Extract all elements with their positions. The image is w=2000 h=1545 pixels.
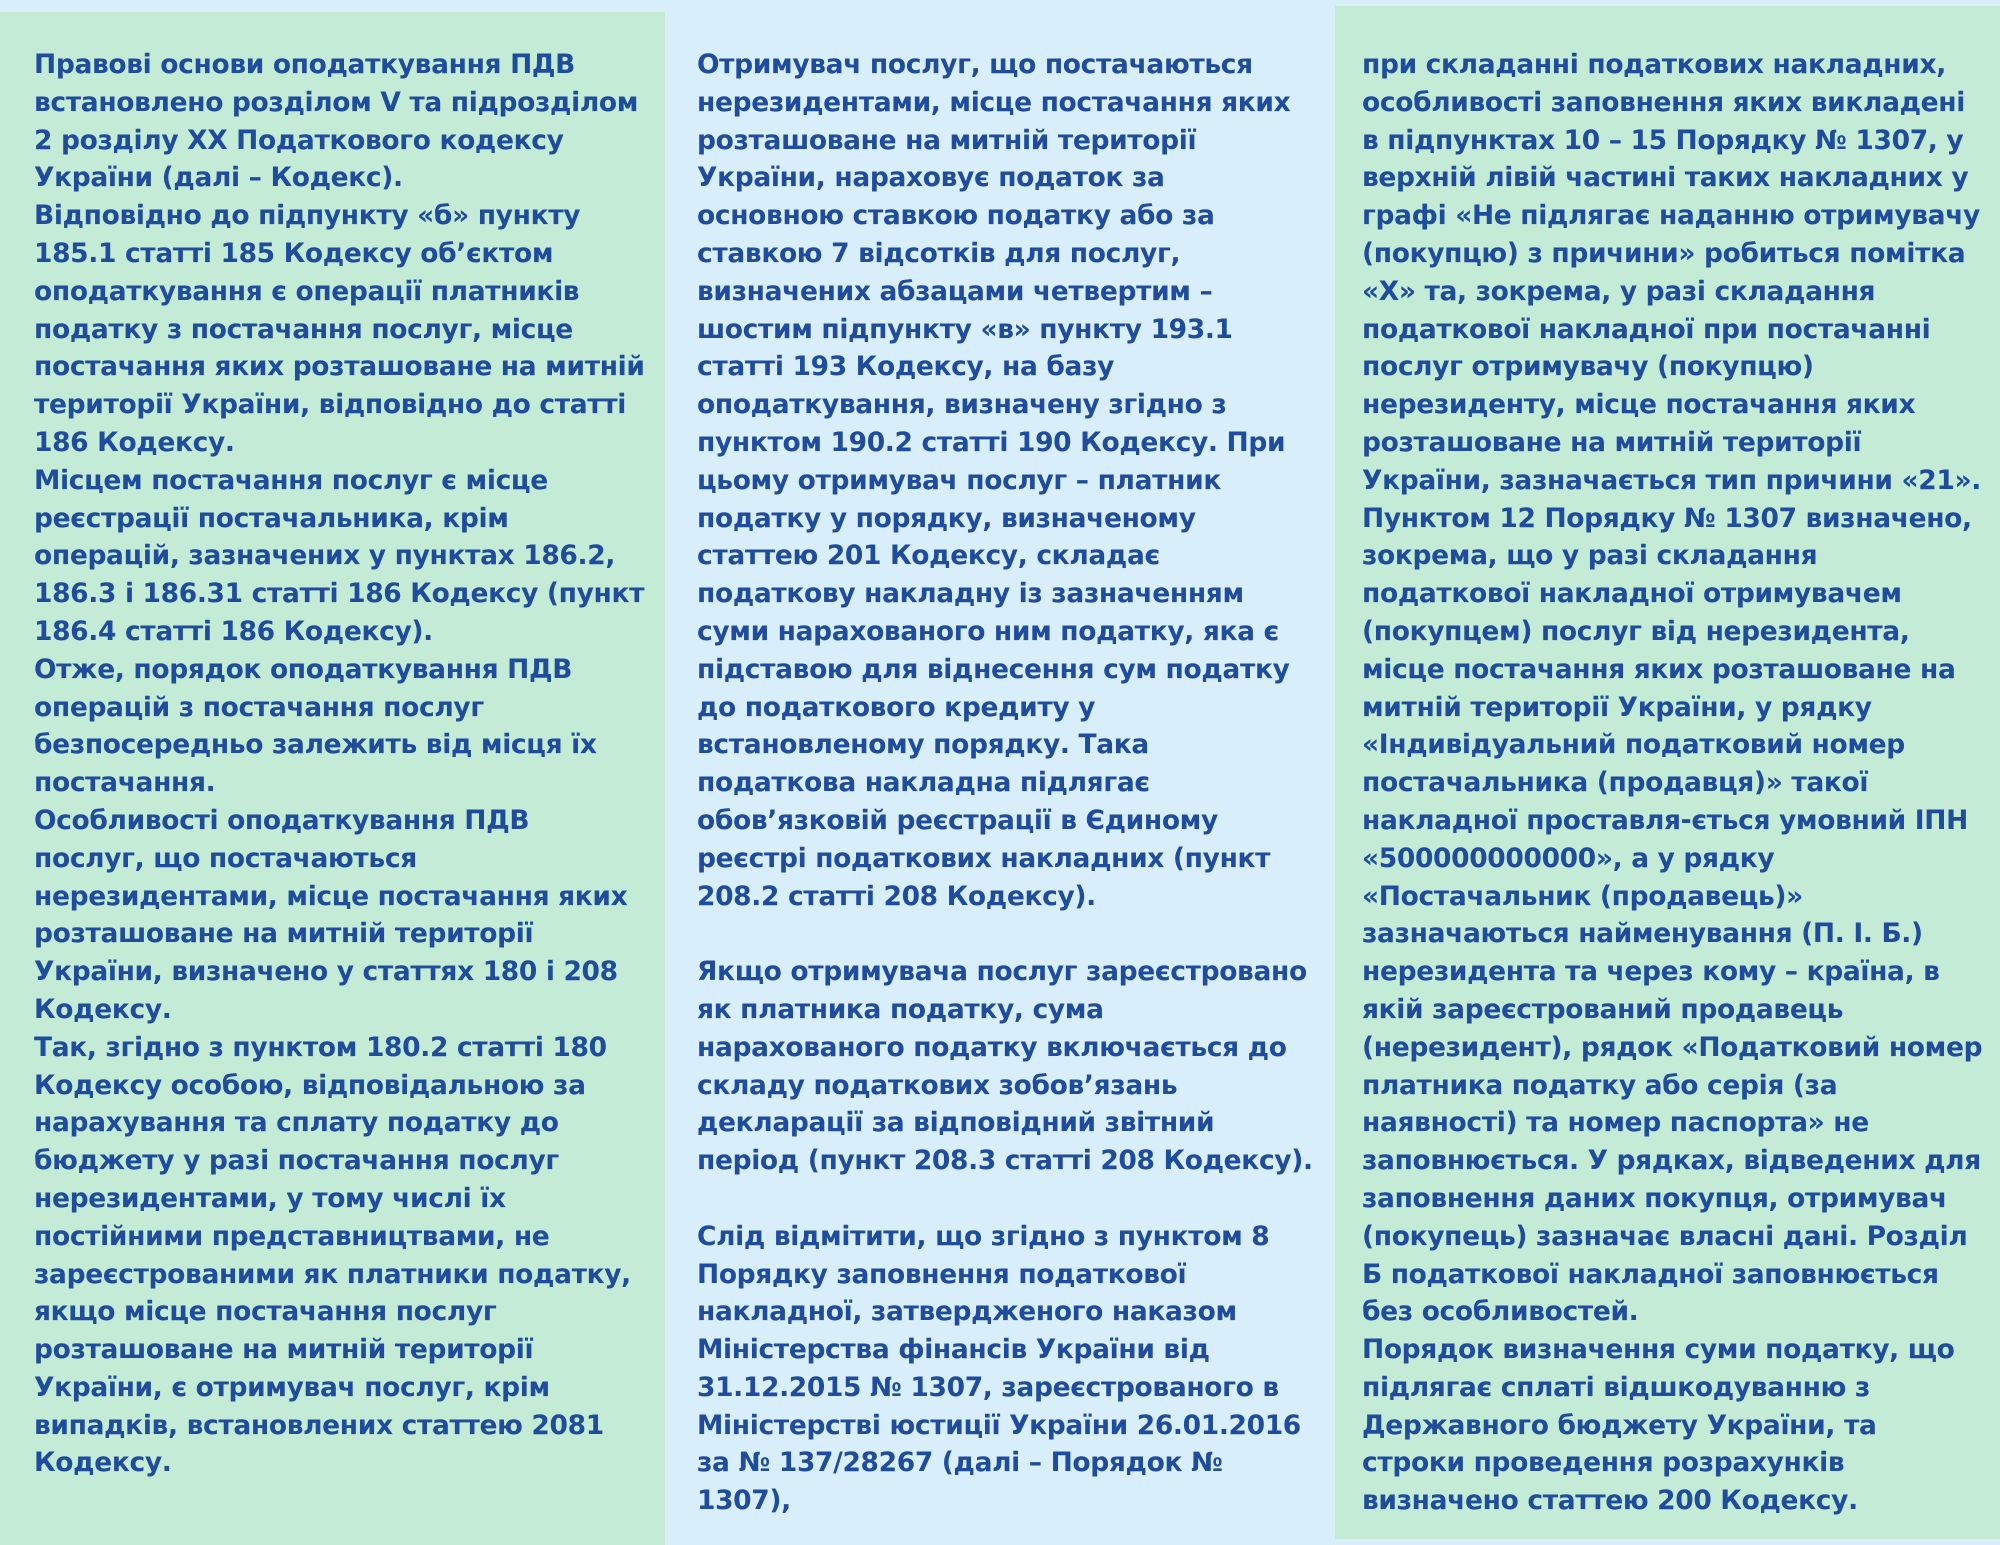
- paragraph: Якщо отримувача послуг зареєстровано як платника податку, сума нарахованого податку включається до складу податкових зобов’язань декларації за відповідний звітний період (пункт 208.3 статті 208 Кодексу).: [697, 956, 1313, 1177]
- paragraph: Відповідно до підпункту «б» пункту 185.1 статті 185 Кодексу об’єктом оподаткування є операції платників податку з постачання послуг, місце постачання яких розташоване на митній території України, відповідно до статті 186 Кодексу.: [34, 200, 645, 458]
- right-column: [1335, 6, 2000, 1539]
- paragraph: Пунктом 12 Порядку № 1307 визначено, зокрема, що у разі складання податкової накладної отримувачем (покупцем) послуг від нерезидента, місце постачання яких розташоване на митній території України, у рядку «Індивідуальний податковий номер постачальника (продавця)» такої накладної проставля-ється умовний ІПН «500000000000», а у рядку «Постачальник (продавець)» зазначаються найменування (П. І. Б.) нерезидента та через кому – країна, в якій зареєстрований продавець (нерезидент), рядок «Податковий номер платника податку або серія (за наявності) та номер паспорта» не заповнюється. У рядках, відведених для заповнення даних покупця, отримувач (покупець) зазначає власні дані. Розділ Б податкової накладної заповнюється без особливостей.: [1362, 502, 1983, 1328]
- paragraph: Так, згідно з пунктом 180.2 статті 180 Кодексу особою, відповідальною за нарахування та сплату податку до бюджету у разі постачання послуг нерезидентами, у тому числі їх постійними представництвами, не зареєстрованими як платники податку, якщо місце постачання послуг розташоване на митній території України, є отримувач послуг, крім випадків, встановлених статтею 2081 Кодексу.: [34, 1031, 631, 1479]
- paragraph: Слід відмітити, що згідно з пунктом 8 Порядку заповнення податкової накладної, затвердженого наказом Міністерства фінансів України від 31.12.2015 № 1307, зареєстрованого в Міністерстві юстиції України 26.01.2016 за № 137/28267 (далі – Порядок № 1307),: [697, 1220, 1301, 1517]
- paragraph: Правові основи оподаткування ПДВ встановлено розділом V та підрозділом 2 розділу XX Податкового кодексу України (далі – Кодекс).: [34, 49, 639, 194]
- paragraph: Отримувач послуг, що постачаються нерезидентами, місце постачання яких розташоване на митній території України, нараховує податок за основною ставкою податку або за ставкою 7 відсотків для послуг, визначених абзацами четвертим – шостим підпункту «в» пункту 193.1 статті 193 Кодексу, на базу оподаткування, визначену згідно з пунктом 190.2 статті 190 Кодексу. При цьому отримувач послуг – платник податку у порядку, визначеному статтею 201 Кодексу, складає податкову накладну із зазначенням суми нарахованого ним податку, яка є підставою для віднесення сум податку до податкового кредиту у встановленому порядку. Така податкова накладна підлягає обов’язковій реєстрації в Єдиному реєстрі податкових накладних (пункт 208.2 статті 208 Кодексу).: [697, 49, 1291, 912]
- left-column: [0, 12, 665, 1545]
- paragraph: при складанні податкових накладних, особливості заповнення яких викладені в підпунктах 10 – 15 Порядку № 1307, у верхній лівій частині таких накладних у графі «Не підлягає наданню отримувачу (покупцю) з причини» робиться помітка «Х» та, зокрема, у разі складання податкової накладної при постачанні послуг отримувачу (покупцю) нерезиденту, місце постачання яких розташоване на митній території України, зазначається тип причини «21».: [1362, 49, 1981, 496]
- paragraph: Отже, порядок оподаткування ПДВ операцій з постачання послуг безпосередньо залежить від місця їх постачання.: [34, 653, 597, 799]
- paragraph: Порядок визначення суми податку, що підлягає сплаті відшкодуванню з Державного бюджету України, та строки проведення розрахунків визначено статтею 200 Кодексу.: [1362, 1334, 1955, 1517]
- middle-column: [665, 0, 1335, 1545]
- paragraph: Місцем постачання послуг є місце реєстрації постачальника, крім операцій, зазначених у пунктах 186.2, 186.3 і 186.31 статті 186 Кодексу (пункт 186.4 статті 186 Кодексу).: [34, 464, 645, 647]
- paragraph: Особливості оподаткування ПДВ послуг, що постачаються нерезидентами, місце постачання яких розташоване на митній території України, визначено у статтях 180 і 208 Кодексу.: [34, 804, 628, 1025]
